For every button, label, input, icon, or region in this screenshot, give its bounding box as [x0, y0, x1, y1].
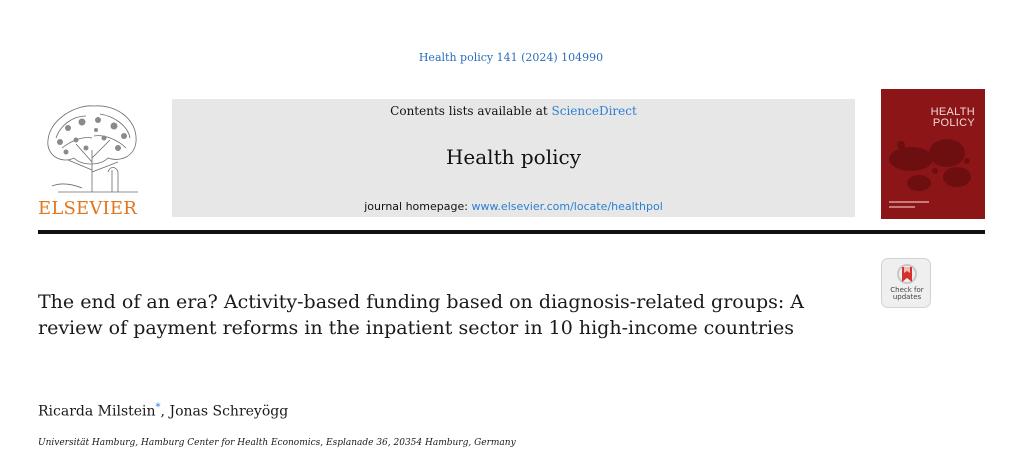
- author-list: [38, 402, 288, 420]
- check-updates-label: [882, 287, 932, 301]
- journal-citation[interactable]: Health policy 141 (2024) 104990: [418, 51, 604, 64]
- publisher-name: ELSEVIER: [38, 198, 137, 219]
- check-updates-line1: Check for: [890, 286, 924, 294]
- journal-banner: [172, 99, 855, 217]
- author-separator: ,: [160, 403, 170, 420]
- publisher-logo[interactable]: [38, 100, 146, 220]
- corresponding-author-mark[interactable]: *: [155, 402, 161, 413]
- contents-prefix: Contents lists available at: [390, 104, 552, 118]
- check-updates-line2: updates: [892, 293, 922, 301]
- author-name[interactable]: Ricarda Milstein: [38, 403, 156, 420]
- contents-availability: [172, 104, 855, 118]
- homepage-prefix: journal homepage:: [364, 200, 472, 213]
- journal-cover[interactable]: [881, 89, 985, 219]
- author-affiliation: Universität Hamburg, Hamburg Center for Health Economics, Esplanade 36, 20354 Hamburg, Germany: [38, 438, 516, 448]
- article-title: The end of an era? Activity-based funding based on diagnosis-related groups: A review of payment reforms in the inpatient sector in 10 high-income countries: [38, 291, 805, 339]
- cover-title-line2: POLICY: [932, 117, 975, 129]
- elsevier-tree-logo-icon: [38, 100, 146, 196]
- homepage-link[interactable]: www.elsevier.com/locate/healthpol: [471, 200, 663, 213]
- journal-homepage: [172, 200, 855, 213]
- header-divider: [38, 230, 985, 234]
- cover-title: [931, 107, 975, 129]
- journal-title: Health policy: [445, 145, 581, 169]
- crossmark-bookmark-icon: [895, 264, 919, 286]
- cover-title-line1: HEALTH: [930, 106, 975, 118]
- sciencedirect-link[interactable]: ScienceDirect: [551, 104, 637, 118]
- author-name[interactable]: Jonas Schreyögg: [169, 403, 289, 420]
- check-for-updates-button[interactable]: [881, 258, 931, 308]
